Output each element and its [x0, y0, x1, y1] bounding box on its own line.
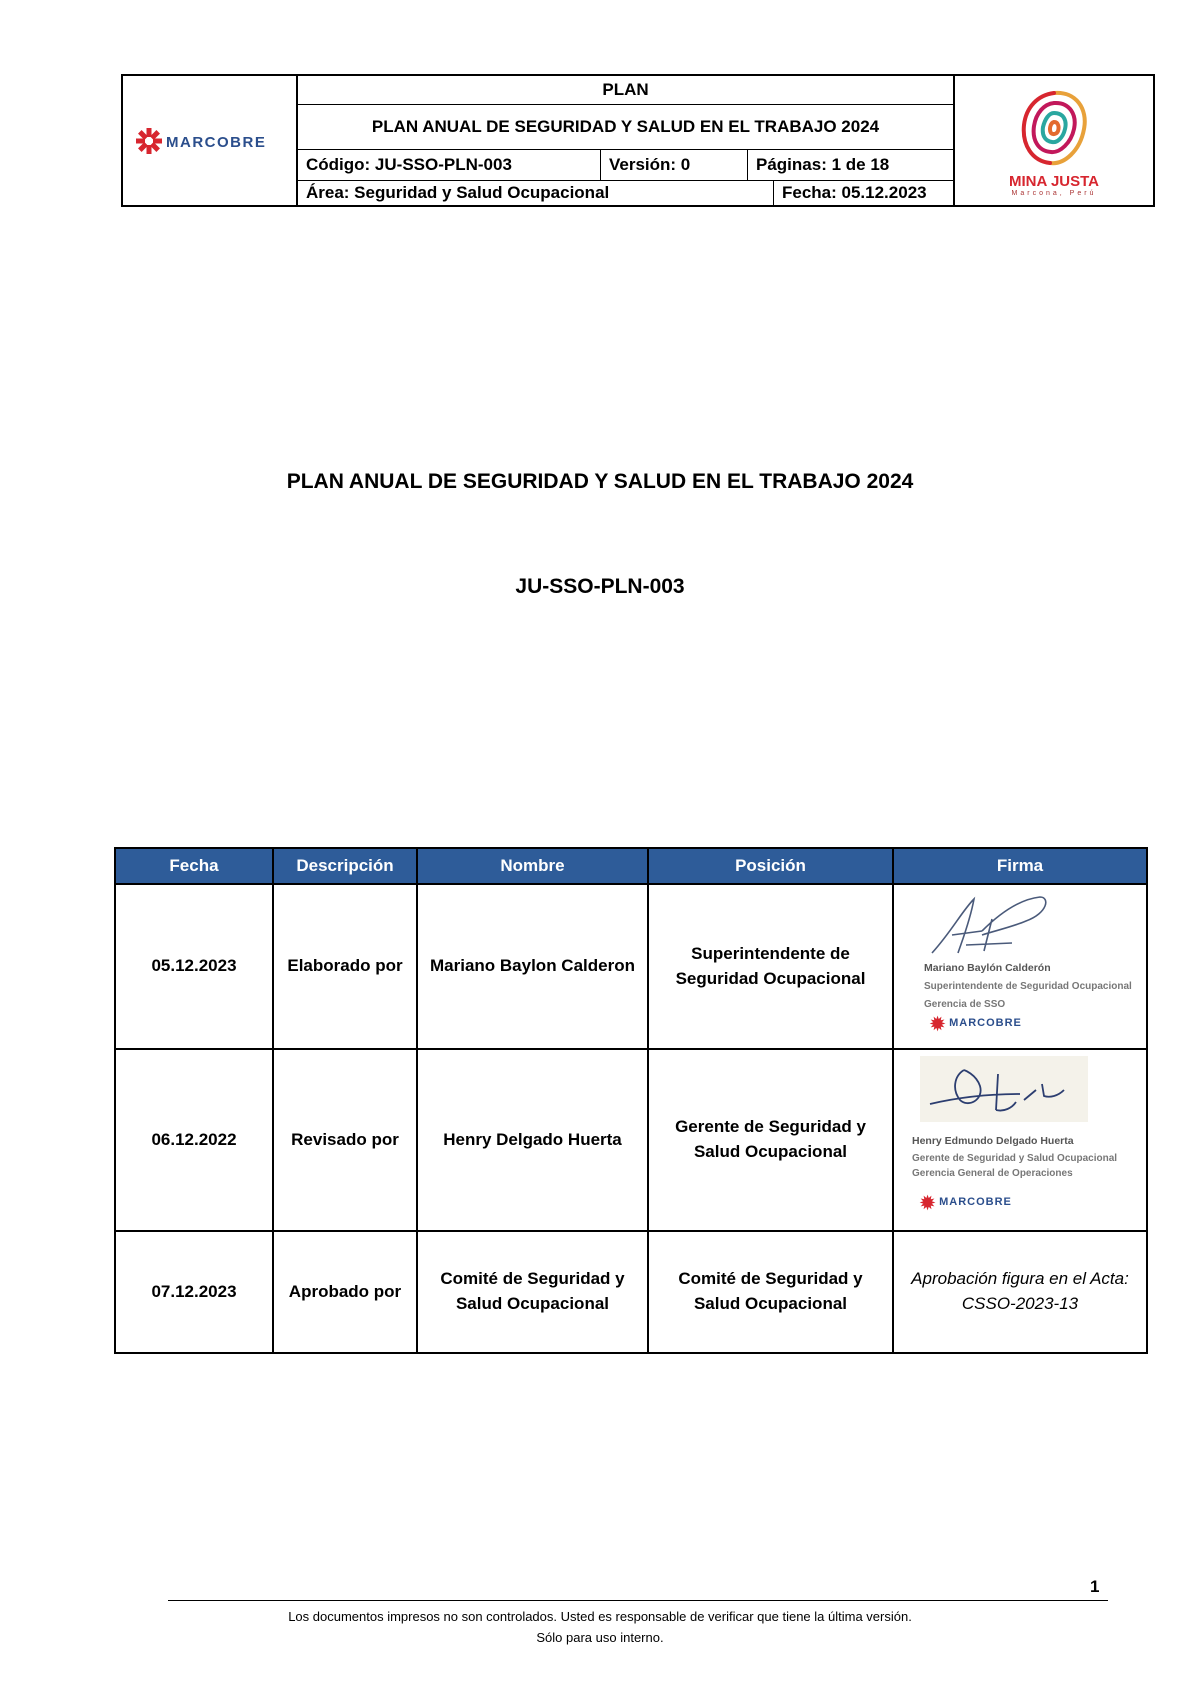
cell-descripcion: Aprobado por [273, 1231, 417, 1353]
document-header [121, 74, 1155, 207]
cell-firma-note: Aprobación figura en el Acta: CSSO-2023-13 [893, 1231, 1147, 1353]
doc-code: Código: JU-SSO-PLN-003 [306, 155, 512, 174]
signature-line2: Gerencia de SSO [924, 999, 1006, 1010]
doc-area: Área: Seguridad y Salud Ocupacional [306, 183, 610, 202]
footer-divider [168, 1600, 1108, 1601]
cell-posicion: Superintendente de Seguridad Ocupacional [648, 884, 893, 1049]
col-header-descripcion: Descripción [273, 848, 417, 884]
signature-block [902, 889, 1138, 1044]
doc-pages: Páginas: 1 de 18 [747, 150, 953, 180]
doc-type: PLAN [298, 76, 953, 105]
signature-marcobre-logo: ✹ MARCOBRE [930, 1014, 1022, 1034]
signature-name: Mariano Baylón Calderón [924, 962, 1051, 974]
marcobre-star-icon [135, 124, 285, 158]
fingerprint-icon [1014, 85, 1094, 173]
mina-justa-logo [953, 76, 1153, 205]
footer-disclaimer [0, 1606, 1200, 1648]
cell-nombre: Comité de Seguridad y Salud Ocupacional [417, 1231, 648, 1353]
table-row [115, 1049, 1147, 1231]
approvals-table [114, 847, 1148, 1354]
marcobre-star-icon: ✹ [920, 1193, 936, 1213]
page-title: PLAN ANUAL DE SEGURIDAD Y SALUD EN EL TRABAJO 2024 [286, 470, 914, 493]
table-header-row [115, 848, 1147, 884]
table-row [115, 1231, 1147, 1353]
signature-line1: Gerente de Seguridad y Salud Ocupacional [912, 1153, 1118, 1164]
doc-date: Fecha: 05.12.2023 [773, 181, 953, 205]
mina-justa-location: Marcona, Perú [1011, 189, 1097, 197]
signature-line1: Superintendente de Seguridad Ocupacional [924, 981, 1132, 992]
cell-posicion: Comité de Seguridad y Salud Ocupacional [648, 1231, 893, 1353]
cell-descripcion: Revisado por [273, 1049, 417, 1231]
col-header-posicion: Posición [648, 848, 893, 884]
cell-fecha: 06.12.2022 [115, 1049, 273, 1231]
marcobre-logo [123, 76, 298, 205]
footer-line2: Sólo para uso interno. [536, 1630, 664, 1645]
cell-descripcion: Elaborado por [273, 884, 417, 1049]
cell-fecha: 05.12.2023 [115, 884, 273, 1049]
signature-block [902, 1054, 1138, 1226]
signature-scribble-icon [924, 1060, 1084, 1120]
page-number: 1 [1090, 1577, 1100, 1596]
signature-marcobre-logo: ✹ MARCOBRE [920, 1193, 1012, 1213]
doc-version: Versión: 0 [600, 150, 747, 180]
signature-name: Henry Edmundo Delgado Huerta [912, 1135, 1074, 1147]
doc-title: PLAN ANUAL DE SEGURIDAD Y SALUD EN EL TRABAJO 2024 [298, 105, 953, 150]
cell-nombre: Mariano Baylon Calderon [417, 884, 648, 1049]
cell-firma [893, 1049, 1147, 1231]
signature-line2: Gerencia General de Operaciones [912, 1168, 1073, 1179]
cell-fecha: 07.12.2023 [115, 1231, 273, 1353]
col-header-nombre: Nombre [417, 848, 648, 884]
cell-nombre: Henry Delgado Huerta [417, 1049, 648, 1231]
signature-scribble-icon [922, 891, 1062, 961]
page-code: JU-SSO-PLN-003 [515, 575, 685, 598]
cell-firma [893, 884, 1147, 1049]
cell-posicion: Gerente de Seguridad y Salud Ocupacional [648, 1049, 893, 1231]
col-header-firma: Firma [893, 848, 1147, 884]
footer-line1: Los documentos impresos no son controlados. Usted es responsable de verificar que tiene la última versión. [288, 1609, 912, 1624]
table-row [115, 884, 1147, 1049]
mina-justa-name: MINA JUSTA [1009, 172, 1099, 190]
col-header-fecha: Fecha [115, 848, 273, 884]
marcobre-star-icon: ✹ [930, 1014, 946, 1034]
svg-text:MARCOBRE: MARCOBRE [165, 133, 266, 151]
